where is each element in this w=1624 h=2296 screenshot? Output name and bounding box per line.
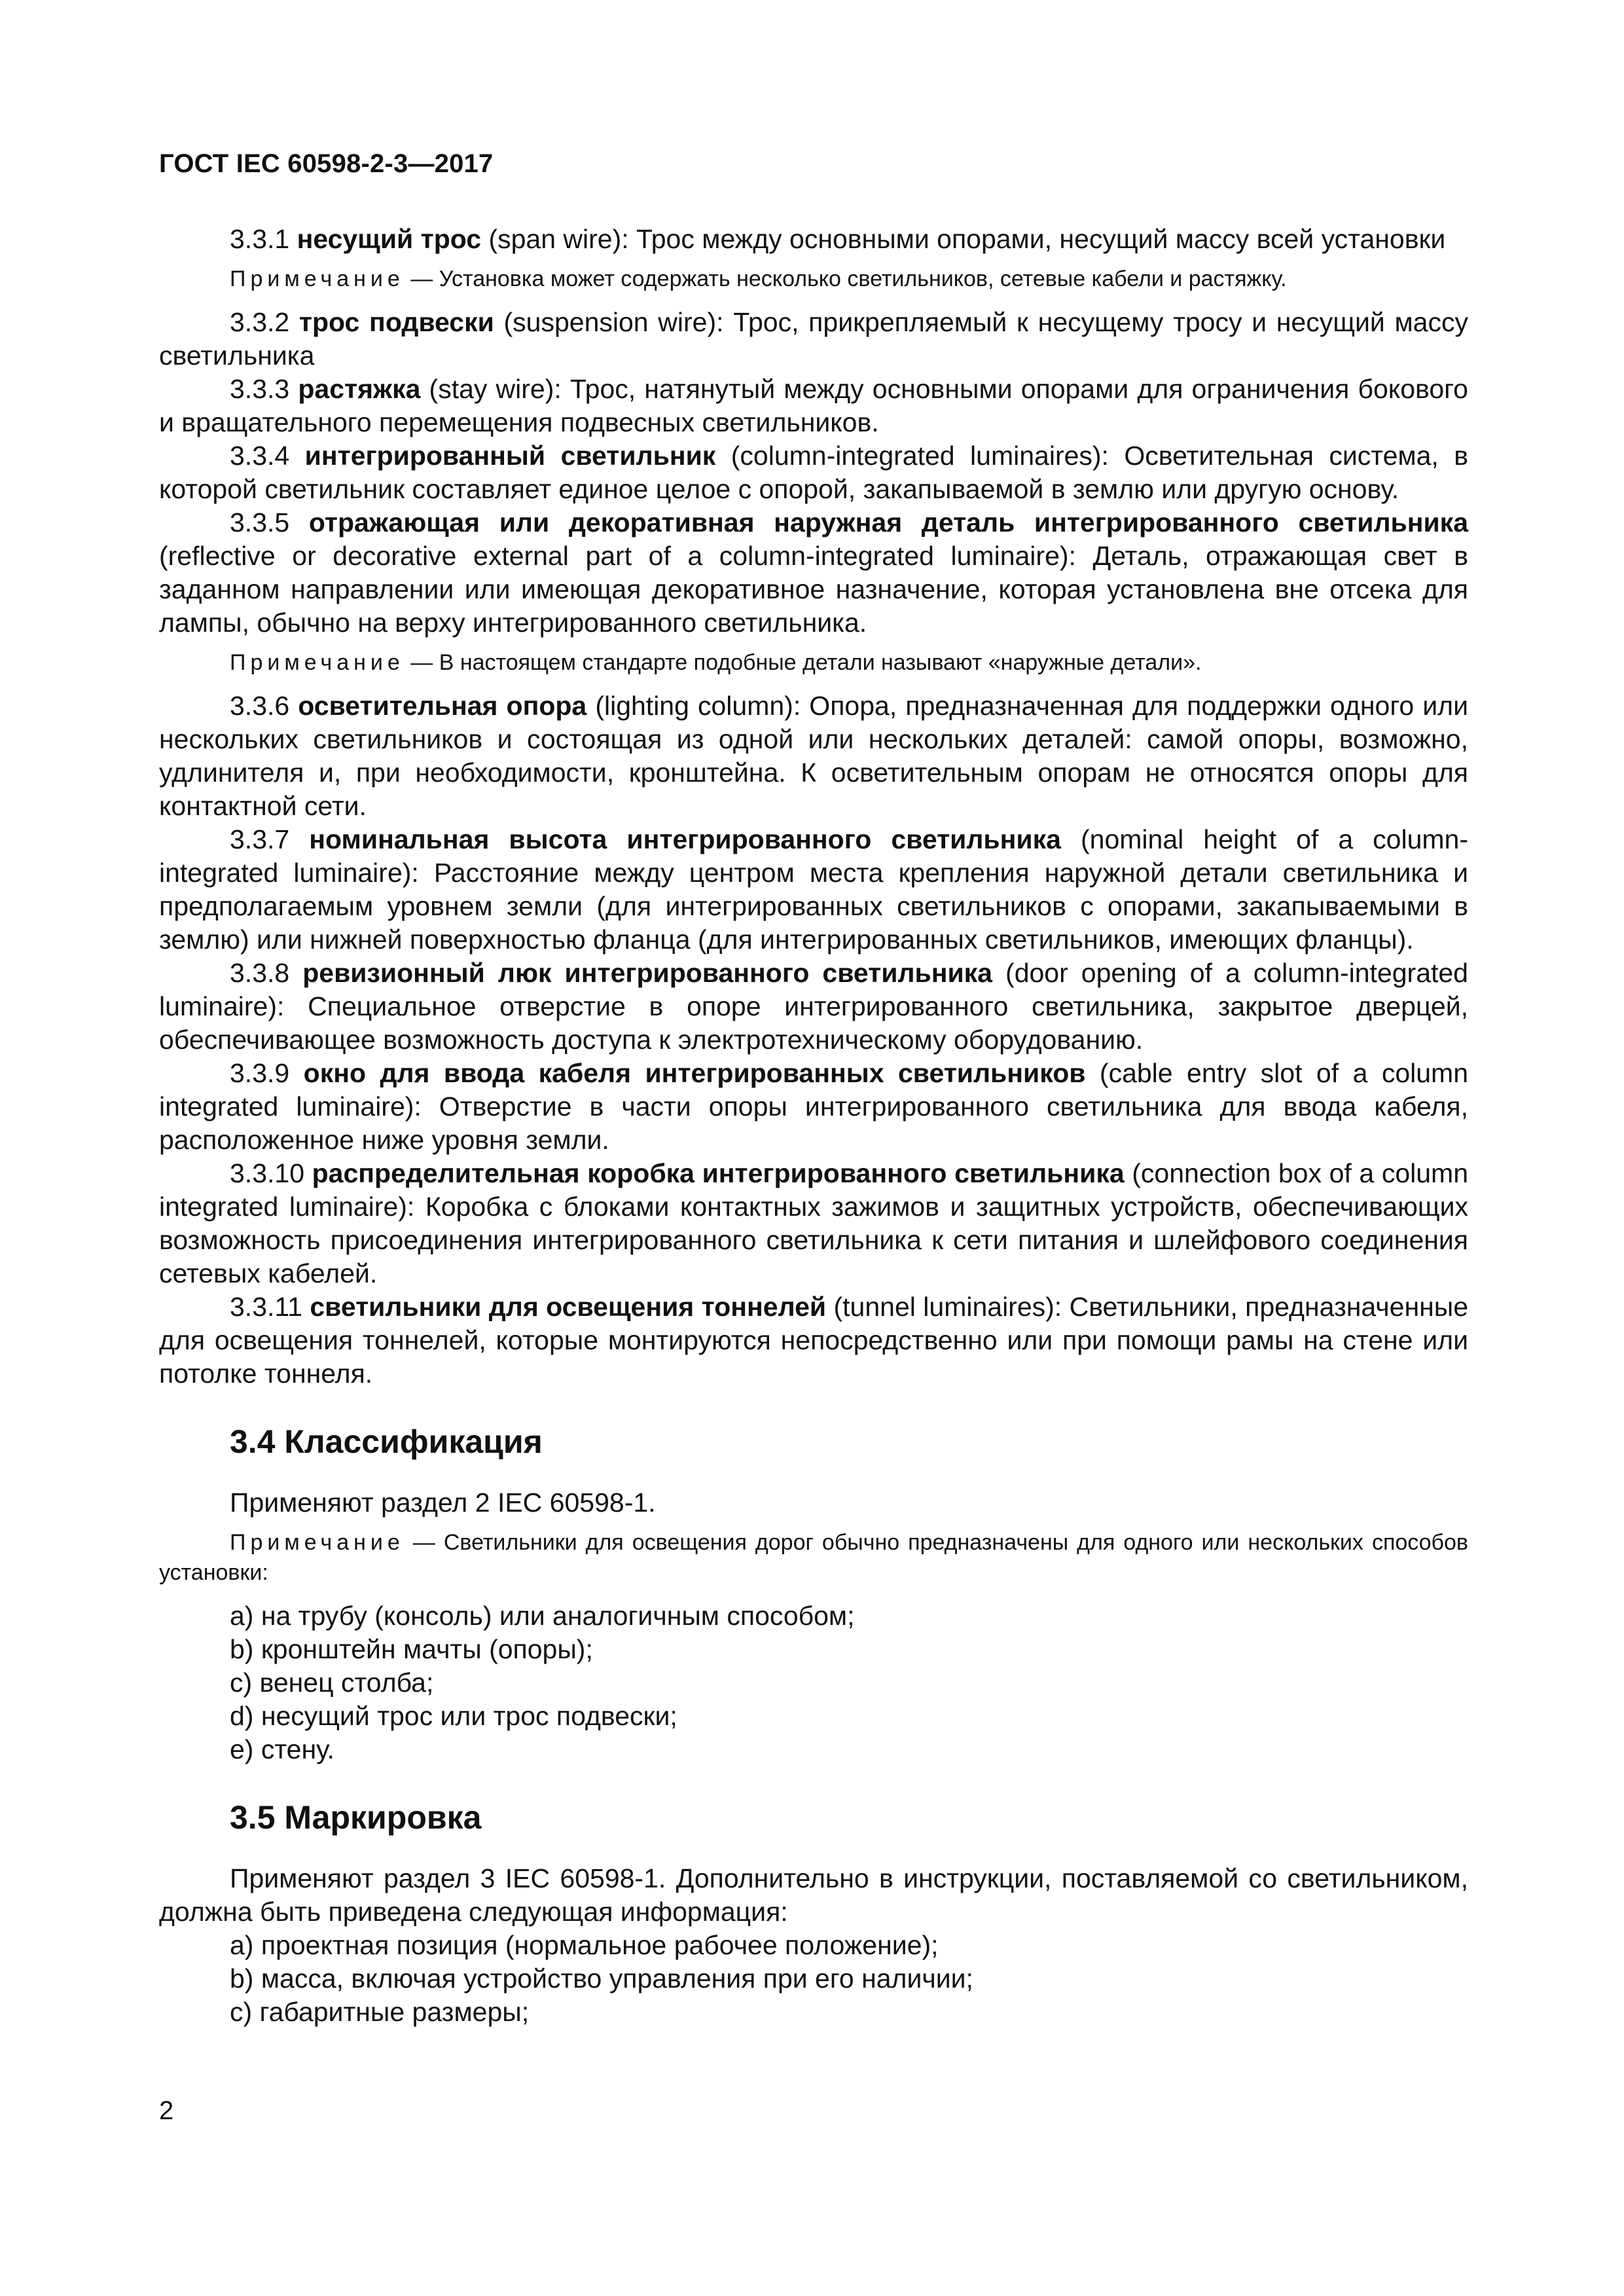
definition-3-3-7: 3.3.7 номинальная высота интегрированного светильника (nominal height of a column-integrated luminaire): Расстояние между центром места крепления наружной детали светильника и предполагаемым уровнем земли (для интегрированных светильников с опорами, закапываемыми в землю) или нижней поверхностью фланца (для интегрированных светильников, имеющих фланцы). — [159, 824, 1469, 955]
document-header: ГОСТ IEC 60598-2-3—2017 — [159, 149, 494, 178]
definition-3-3-10: 3.3.10 распределительная коробка интегрированного светильника (connection box of a column integrated luminaire): Коробка с блоками контактных зажимов и защитных устройств, обеспечивающих возможность присоединения интегрированного светильника к сети питания и шлейфового соединения сетевых кабелей. — [159, 1158, 1468, 1288]
definition-3-3-1: 3.3.1 несущий трос (span wire): Трос между основными опорами, несущий массу всей установки — [230, 224, 1446, 254]
list-item: a) проектная позиция (нормальное рабочее положение); — [230, 1930, 939, 1960]
section-3-4-intro: Применяют раздел 2 IEC 60598-1. — [230, 1487, 656, 1518]
list-item: c) габаритные размеры; — [230, 1997, 530, 2027]
note-3: Примечание — Светильники для освещения дорог обычно предназначены для одного или нескольких способов установки: — [159, 1530, 1468, 1585]
definition-3-3-6: 3.3.6 осветительная опора (lighting column): Опора, предназначенная для поддержки одного или нескольких светильников и состоящая из одной или нескольких деталей: самой опоры, возможно, удлинителя и, при необходимости, кронштейна. К осветительным опорам не относятся опоры для контактной сети. — [159, 691, 1468, 821]
page-number: 2 — [159, 2096, 174, 2125]
definition-3-3-9: 3.3.9 окно для ввода кабеля интегрированных светильников (cable entry slot of a column integrated luminaire): Отверстие в части опоры интегрированного светильника для ввода кабеля, расположенное ниже уровня земли. — [159, 1058, 1468, 1155]
section-heading-3-4: 3.4 Классификация — [230, 1423, 543, 1460]
list-item: b) масса, включая устройство управления при его наличии; — [230, 1963, 973, 1994]
list-item: a) на трубу (консоль) или аналогичным способом; — [230, 1601, 855, 1631]
definition-3-3-3: 3.3.3 растяжка (stay wire): Трос, натянутый между основными опорами для ограничения бокового и вращательного перемещения подвесных светильников. — [159, 374, 1468, 437]
definition-3-3-4: 3.3.4 интегрированный светильник (column-integrated luminaires): Осветительная система, в которой светильник составляет единое целое с опорой, закапываемой в землю или другую основу. — [159, 441, 1468, 504]
section-3-5-intro: Применяют раздел 3 IEC 60598-1. Дополнительно в инструкции, поставляемой со светильником, должна быть приведена следующая информация: — [159, 1863, 1468, 1927]
definition-3-3-8: 3.3.8 ревизионный люк интегрированного светильника (door opening of a column-integrated luminaire): Специальное отверстие в опоре интегрированного светильника, закрытое дверцей, обеспечивающее возможность доступа к электротехническому оборудованию. — [159, 958, 1468, 1055]
note-1: Примечание — Установка может содержать несколько светильников, сетевые кабели и растяжку. — [230, 266, 1287, 291]
list-item: c) венец столба; — [230, 1667, 434, 1698]
definition-3-3-5: 3.3.5 отражающая или декоративная наружная деталь интегрированного светильника (reflective or decorative external part of a column-integrated luminaire): Деталь, отражающая свет в заданном направлении или имеющая декоративное назначение, которая установлена вне отсека для лампы, обычно на верху интегрированного светильника. — [159, 507, 1468, 638]
definition-3-3-2: 3.3.2 трос подвески (suspension wire): Трос, прикрепляемый к несущему тросу и несущий массу светильника — [159, 307, 1468, 371]
section-heading-3-5: 3.5 Маркировка — [230, 1799, 482, 1836]
note-2: Примечание — В настоящем стандарте подобные детали называют «наружные детали». — [230, 650, 1202, 675]
list-item: e) стену. — [230, 1734, 334, 1764]
document-body — [159, 223, 1468, 2029]
list-item: b) кронштейн мачты (опоры); — [230, 1634, 593, 1664]
definition-3-3-11: 3.3.11 светильники для освещения тоннелей (tunnel luminaires): Светильники, предназначенные для освещения тоннелей, которые монтируются непосредственно или при помощи рамы на стене или потолке тоннеля. — [159, 1292, 1468, 1389]
list-item: d) несущий трос или трос подвески; — [230, 1701, 677, 1731]
